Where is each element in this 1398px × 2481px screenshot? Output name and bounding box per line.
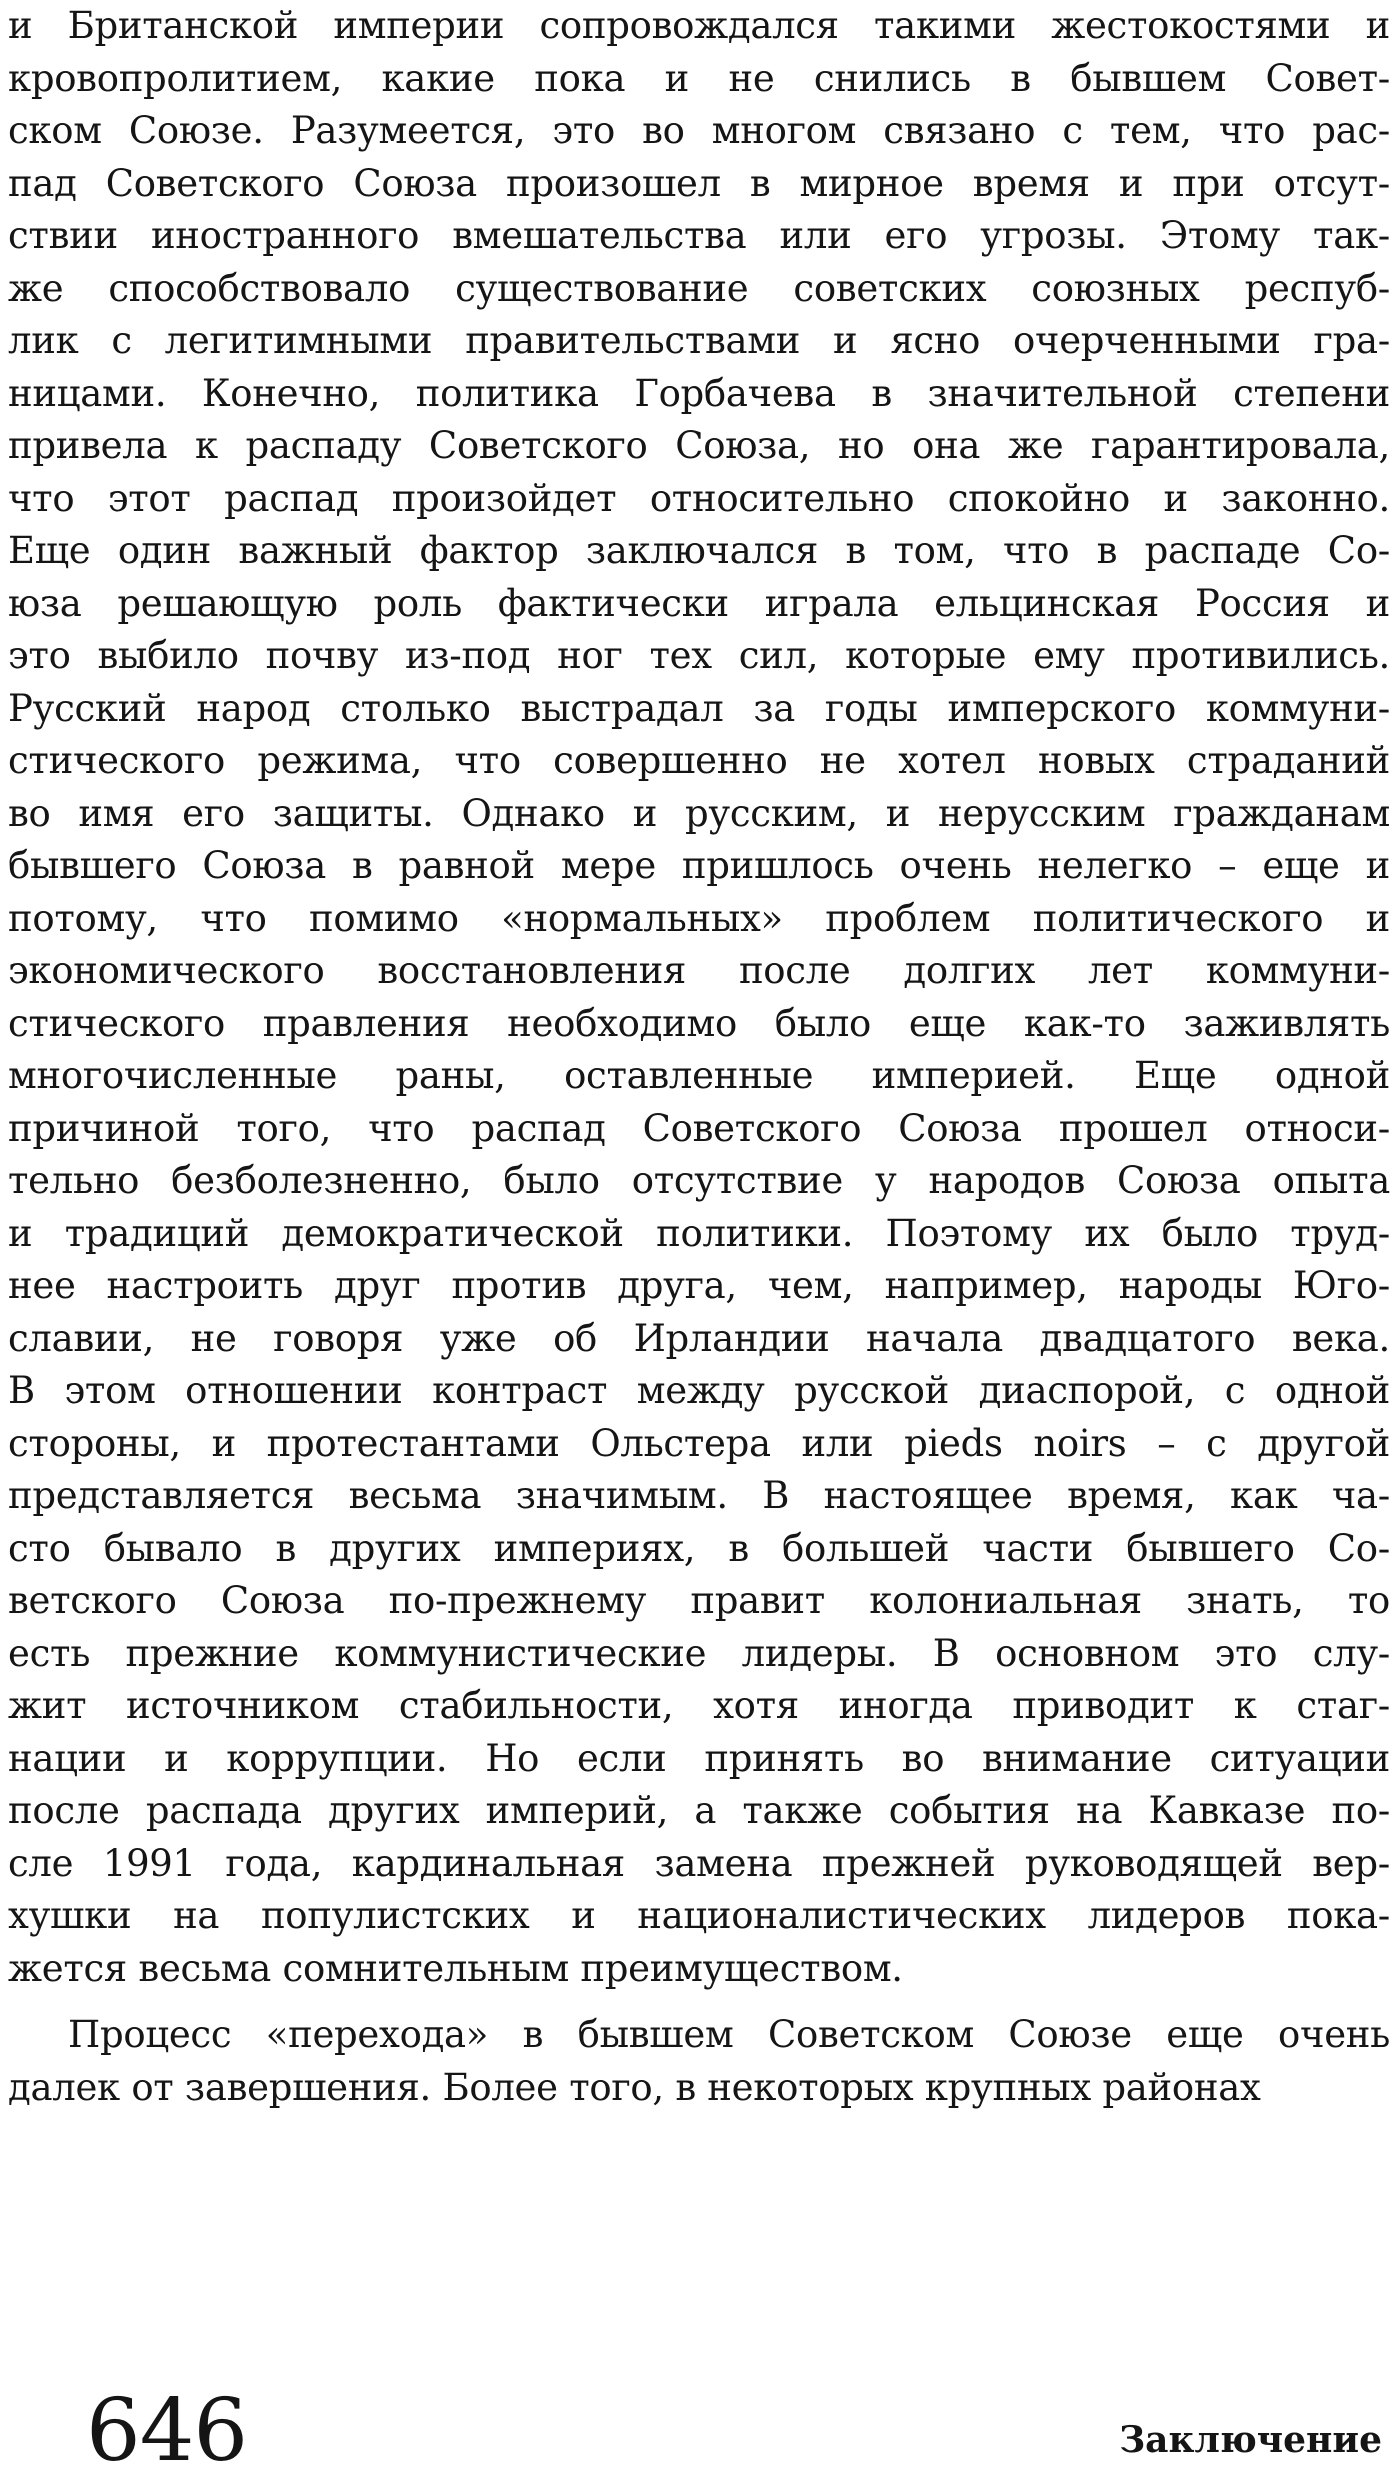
- paragraph: [8, 2009, 1390, 2114]
- text-line: привела к распаду Советского Союза, но она же гарантировала,: [8, 424, 1390, 467]
- text-line: есть прежние коммунистические лидеры. В основном это слу-: [8, 1631, 1390, 1675]
- text-line: В этом отношении контраст между русской диаспорой, с одной: [8, 1369, 1390, 1412]
- text-line: что этот распад произойдет относительно спокойно и законно.: [8, 476, 1390, 520]
- text-line: далек от завершения. Более того, в некоторых крупных районах: [8, 2065, 1261, 2109]
- text-line: славии, не говоря уже об Ирландии начала двадцатого века.: [8, 1316, 1390, 1360]
- text-line: же способствовало существование советских союзных респуб-: [8, 266, 1390, 310]
- text-line: жит источником стабильности, хотя иногда приводит к стаг-: [8, 1684, 1390, 1727]
- text-line: и Британской империи сопровождался такими жестокостями и: [8, 4, 1390, 47]
- text-line: юза решающую роль фактически играла ельцинская Россия и: [8, 581, 1390, 625]
- text-line: экономического восстановления после долгих лет коммуни-: [8, 949, 1390, 992]
- page-number: 646: [86, 2381, 248, 2481]
- text-line: нее настроить друг против друга, чем, например, народы Юго-: [8, 1264, 1390, 1307]
- text-line: после распада других империй, а также события на Кавказе по-: [8, 1789, 1390, 1832]
- text-line: и традиций демократической политики. Поэтому их было труд-: [8, 1211, 1390, 1255]
- text-line: стического правления необходимо было еще как-то заживлять: [8, 1001, 1390, 1045]
- text-line: сто бывало в других империях, в большей части бывшего Со-: [8, 1526, 1390, 1570]
- text-line: ветского Союза по-прежнему правит колониальная знать, то: [8, 1579, 1390, 1622]
- text-line: жется весьма сомнительным преимуществом.: [8, 1946, 903, 1990]
- text-line: тельно безболезненно, было отсутствие у народов Союза опыта: [8, 1159, 1390, 1202]
- text-line: стического режима, что совершенно не хотел новых страданий: [8, 739, 1390, 782]
- text-line: это выбило почву из-под ног тех сил, которые ему противились.: [8, 634, 1390, 677]
- text-line: лик с легитимными правительствами и ясно очерченными гра-: [8, 319, 1390, 362]
- running-footer-section-title: Заключение: [1119, 2419, 1382, 2461]
- body-text: [8, 0, 1390, 2114]
- text-line: ском Союзе. Разумеется, это во многом связано с тем, что рас-: [8, 109, 1390, 152]
- text-line: бывшего Союза в равной мере пришлось очень нелегко – еще и: [8, 844, 1390, 887]
- text-line: во имя его защиты. Однако и русским, и нерусским гражданам: [8, 791, 1390, 835]
- text-line: Русский народ столько выстрадал за годы имперского коммуни-: [8, 686, 1390, 730]
- text-line: стороны, и протестантами Ольстера или pieds noirs – с другой: [8, 1421, 1390, 1465]
- text-line: Процесс «перехода» в бывшем Советском Союзе еще очень: [68, 2013, 1390, 2056]
- text-line: хушки на популистских и националистических лидеров пока-: [8, 1894, 1390, 1937]
- text-line: сле 1991 года, кардинальная замена прежней руководящей вер-: [8, 1841, 1390, 1885]
- text-line: ствии иностранного вмешательства или его угрозы. Этому так-: [8, 214, 1390, 257]
- text-line: потому, что помимо «нормальных» проблем политического и: [8, 896, 1390, 940]
- text-line: представляется весьма значимым. В настоящее время, как ча-: [8, 1474, 1390, 1517]
- text-line: нации и коррупции. Но если принять во внимание ситуации: [8, 1736, 1390, 1780]
- text-line: причиной того, что распад Советского Союза прошел относи-: [8, 1106, 1390, 1150]
- text-line: многочисленные раны, оставленные империей. Еще одной: [8, 1054, 1390, 1097]
- text-line: Еще один важный фактор заключался в том, что в распаде Со-: [8, 529, 1390, 572]
- text-line: пад Советского Союза произошел в мирное время и при отсут-: [8, 161, 1390, 205]
- text-line: кровопролитием, какие пока и не снились в бывшем Совет-: [8, 56, 1390, 100]
- text-line: ницами. Конечно, политика Горбачева в значительной степени: [8, 371, 1390, 415]
- paragraph: [8, 0, 1390, 1995]
